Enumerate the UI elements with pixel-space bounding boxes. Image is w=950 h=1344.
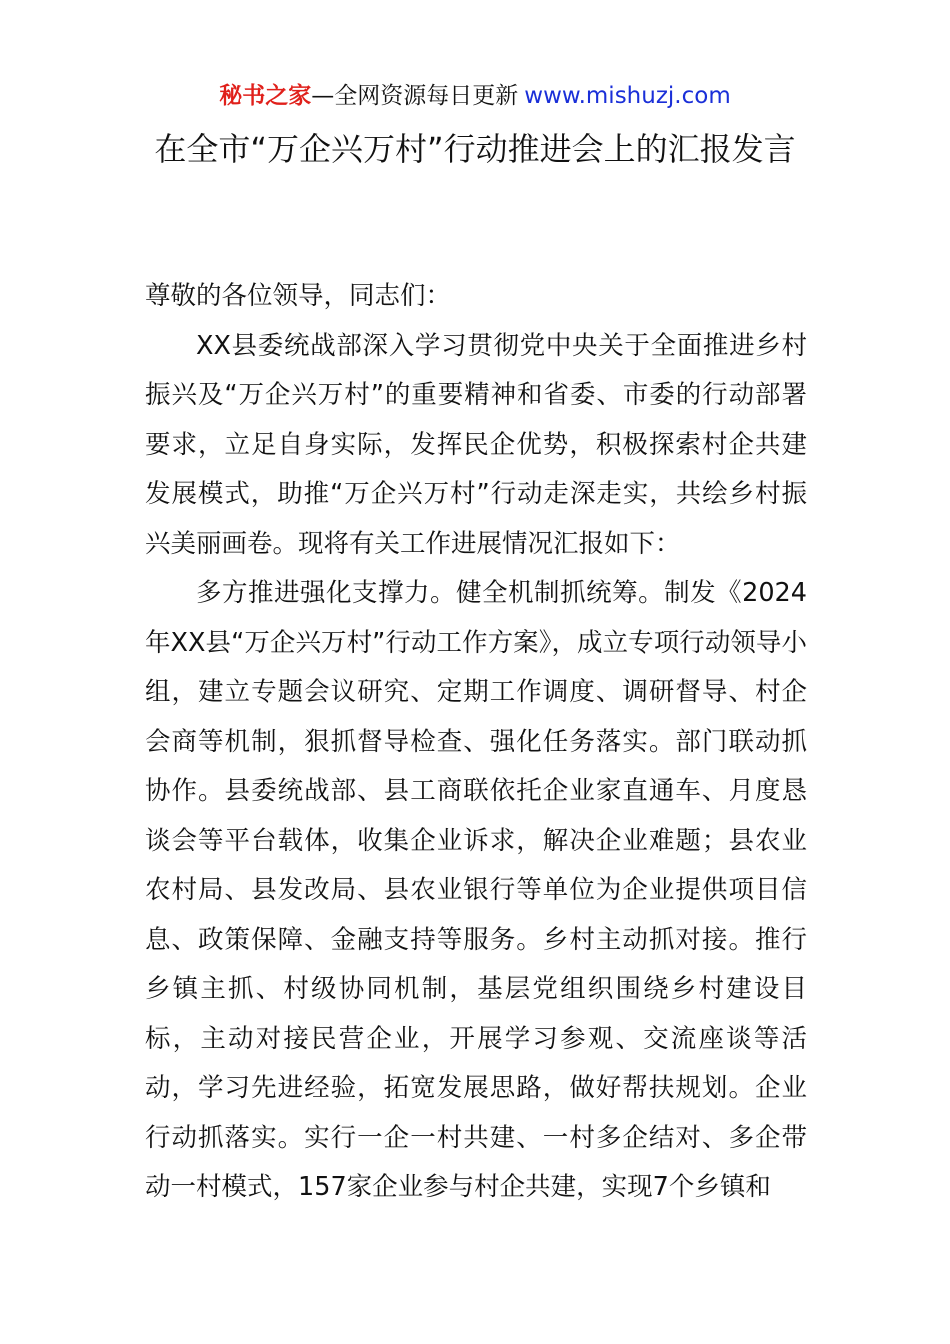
- paragraph-support: 多方推进强化支撑力。健全机制抓统筹。制发《2024年XX县“万企兴万村”行动工作方案》，成立专项行动领导小组，建立专题会议研究、定期工作调度、调研督导、村企会商等机制，狠抓督导检查、强化任务落实。部门联动抓协作。县委统战部、县工商联依托企业家直通车、月度恳谈会等平台载体，收集企业诉求，解决企业难题；县农业农村局、县发改局、县农业银行等单位为企业提供项目信息、政策保障、金融支持等服务。乡村主动抓对接。推行乡镇主抓、村级协同机制，基层党组织围绕乡村建设目标，主动对接民营企业，开展学习参观、交流座谈等活动，学习先进经验，拓宽发展思路，做好帮扶规划。企业行动抓落实。实行一企一村共建、一村多企结对、多企带动一村模式，157家企业参与村企共建，实现7个乡镇和: [145, 578, 807, 1202]
- banner-tagline: —全网资源每日更新: [311, 83, 519, 109]
- site-banner: [0, 80, 950, 112]
- document-title: 在全市“万企兴万村”行动推进会上的汇报发言: [154, 130, 796, 168]
- brand-name: 秘书之家: [219, 83, 312, 109]
- salutation: 尊敬的各位领导，同志们：: [145, 281, 452, 311]
- site-url-link[interactable]: www.mishuzj.com: [524, 83, 731, 109]
- document-body: [145, 272, 807, 1213]
- paragraph-intro: XX县委统战部深入学习贯彻党中央关于全面推进乡村振兴及“万企兴万村”的重要精神和省委、市委的行动部署要求，立足自身实际，发挥民企优势，积极探索村企共建发展模式，助推“万企兴万村”行动走深走实，共绘乡村振兴美丽画卷。现将有关工作进展情况汇报如下：: [145, 330, 807, 559]
